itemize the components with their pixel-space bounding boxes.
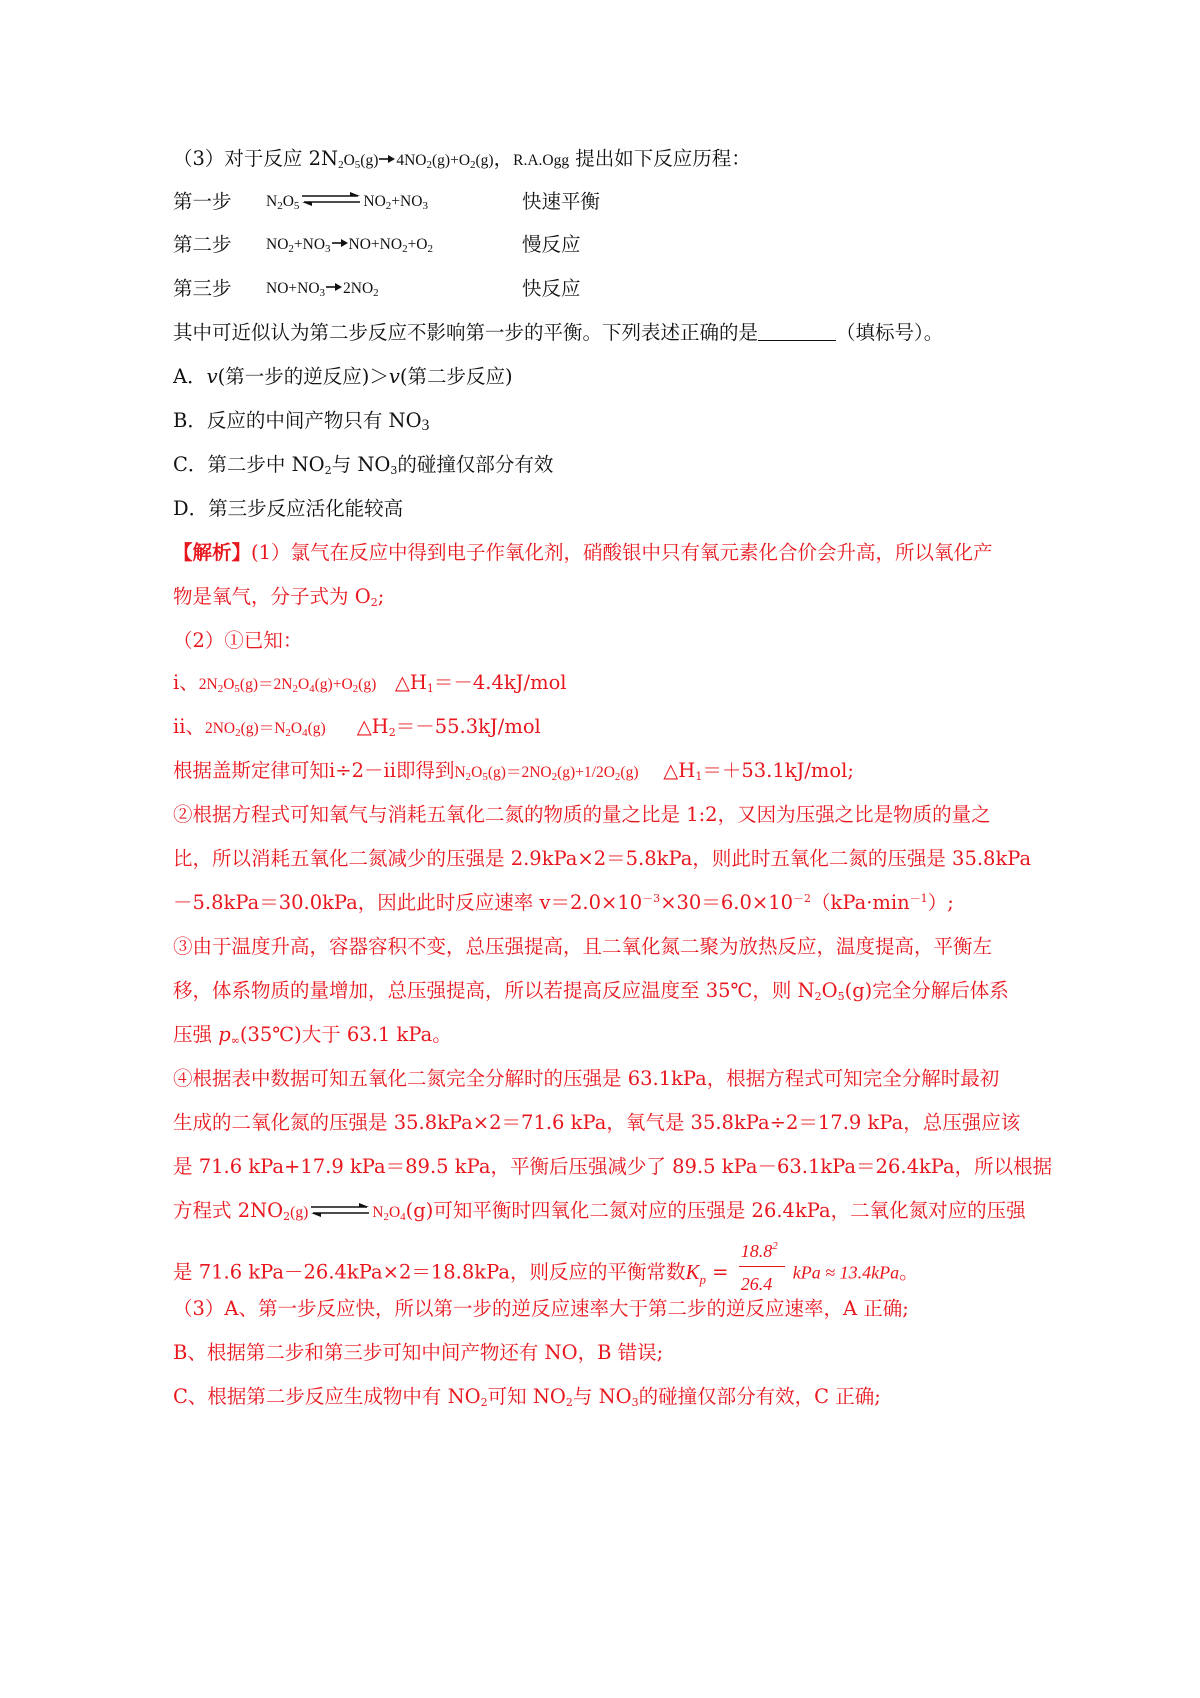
analysis-kp-4: 方程式 $2NO_2(g)$ $N_2O_4(g)$可知平衡时四氧化二氮对应的压强是 26.4kPa，二氧化氮对应的压强: [173, 1199, 1026, 1223]
analysis-paragraph-1-cont: 物是氧气，分子式为 $O_2$;: [173, 585, 385, 609]
option-a: A．v(第一步的逆反应)＞v(第二步反应): [173, 365, 513, 388]
analysis-temperature-1: ③由于温度升高，容器容积不变，总压强提高，且二氧化氮二聚为放热反应，温度提高，平衡左: [173, 935, 993, 958]
arrow-icon: [378, 153, 396, 165]
analysis-temperature-3: 压强 $p_\infty(35℃)$大于 63.1 kPa。: [173, 1023, 452, 1047]
analysis-tag: 【解析】: [173, 541, 252, 564]
analysis-paragraph-1: 【解析】(1）氯气在反应中得到电子作氧化剂，硝酸银中只有氧元素化合价会升高，所以氧化产: [173, 541, 993, 564]
document-page: （3）对于反应 $2N_2O_5(g)$ $4NO_2(g)+O_2(g)$，R.A.Ogg 提出如下反应历程： 第一步 $N_2O_5$ $NO_2+NO_3$ 快速平衡 第二步 $NO_2+NO_3$ $NO+NO_2+O_2$ 慢反应 第三步 $NO+NO_3$ $2NO_2$ 快反应 其中可近似认为第二步反应不影响第一步的平衡。下列表述正确的是 （填标号）。 A．v(第一步的逆反应)＞v(第二步反应) B．反应的中间产物只有 $NO_3$ C．第二步中 $NO_2$与 $NO_3$的碰撞仅部分有效 D．第三步反应活化能较高 【解析】(1）氯气在反应中得到电子作氧化剂，硝酸银中只有氧元素化合价会升高，所以氧化产 物是氧气，分子式为 $O_2$; （2）①已知： ⅰ、$2N_2O_5(g)=2N_2O_4(g)+O_2(g)$ $\triangle H_1=-4.4kJ$/mol ⅱ、$2NO_2(g)=N_2O_4(g)$ $\triangle H_2=-55.3kJ$/mol 根据盖斯定律可知ⅰ÷2－ⅱ即得到$N_2O_5(g)=2NO_2(g)+1/2O_2(g)$ $\triangle H_1=+53.1kJ$/mol; ②根据方程式可知氧气与消耗五氧化二氮的物质的量之比是 1:2，又因为压强之比是物质的量之 比，所以消耗五氧化二氮减少的压强是 2.9kPa×2＝5.8kPa，则此时五氧化二氮的压强是 35.8kPa －5.8kPa＝30.0kPa，因此此时反应速率 $v=2.0\times 10^{-3}\times 30=6.0\times 10^{-2}(kPa\cdot\min^{-1})$; ③由于温度升高，容器容积不变，总压强提高，且二氧化氮二聚为放热反应，温度提高，平衡左 移，体系物质的量增加，总压强提高，所以若提高反应温度至 35℃，则 $N_2O_5(g)$完全分解后体系 压强 $p_\infty(35℃)$大于 63.1 kPa。 ④根据表中数据可知五氧化二氮完全分解时的压强是 63.1kPa，根据方程式可知完全分解时最初 生成的二氧化氮的压强是 35.8kPa×2＝71.6 kPa，氧气是 35.8kPa÷2＝17.9 kPa，总压强应该 是 71.6 kPa+17.9 kPa＝89.5 kPa，平衡后压强减少了 89.5 kPa－63.1kPa＝26.4kPa，所以根据 方程式 $2NO_2(g)$ $N_2O_4(g)$可知平衡时四氧化二氮对应的压强是 26.4kPa，二氧化氮对应的压强 是 71.6 kPa－26.4kPa×2＝18.8kPa，则反应的平衡常数$K_p$ = $\frac{18.8^2}{26.4}$ kPa ≈ 13.4kPa。 （3）A、第一步反应快，所以第一步的逆反应速率大于第二步的逆反应速率，A 正确; B、根据第二步和第三步可知中间产物还有 NO，B 错误; C、根据第二步反应生成物中有 $NO_2$可知 $NO_2$与 $NO_3$的碰撞仅部分有效，C 正确;: [0, 0, 1200, 1698]
analysis-option-b: B、根据第二步和第三步可知中间产物还有 NO，B 错误;: [173, 1341, 664, 1364]
analysis-given: （2）①已知：: [173, 629, 303, 652]
question-prompt: 其中可近似认为第二步反应不影响第一步的平衡。下列表述正确的是 （填标号）。: [173, 321, 944, 344]
analysis-equation-i: ⅰ、$2N_2O_5(g)=2N_2O_4(g)+O_2(g)$ $\triangle H_1=-4.4kJ$/mol: [173, 671, 567, 695]
analysis-equation-ii: ⅱ、$2NO_2(g)=N_2O_4(g)$ $\triangle H_2=-55.3kJ$/mol: [173, 715, 541, 739]
analysis-rate-3: －5.8kPa＝30.0kPa，因此此时反应速率 $v=2.0\times 10^{-3}\times 30=6.0\times 10^{-2}(kPa\cdot\min^{-1})$;: [173, 891, 954, 914]
option-c: C．第二步中 $NO_2$与 $NO_3$的碰撞仅部分有效: [173, 453, 554, 477]
answer-blank: [758, 322, 836, 341]
arrow-icon: [325, 281, 343, 293]
analysis-hess-law: 根据盖斯定律可知ⅰ÷2－ⅱ即得到$N_2O_5(g)=2NO_2(g)+1/2O_2(g)$ $\triangle H_1=+53.1kJ$/mol;: [173, 759, 854, 783]
analysis-kp-1: ④根据表中数据可知五氧化二氮完全分解时的压强是 63.1kPa，根据方程式可知完全分解时最初: [173, 1067, 1000, 1090]
analysis-temperature-2: 移，体系物质的量增加，总压强提高，所以若提高反应温度至 35℃，则 $N_2O_5(g)$完全分解后体系: [173, 979, 1009, 1003]
analysis-kp-5: 是 71.6 kPa－26.4kPa×2＝18.8kPa，则反应的平衡常数$K_p$ = $\frac{18.8^2}{26.4}$ kPa ≈ 13.4kPa。: [173, 1242, 1073, 1304]
equilibrium-arrow-icon: [300, 192, 362, 206]
option-b: B．反应的中间产物只有 $NO_3$: [173, 409, 430, 434]
kp-symbol: $K_p$: [685, 1259, 706, 1287]
kp-fraction: $\frac{18.8^2}{26.4}$: [737, 1234, 791, 1296]
equilibrium-arrow-icon: [309, 1203, 371, 1217]
question-intro: （3）对于反应 $2N_2O_5(g)$ $4NO_2(g)+O_2(g)$，R.A.Ogg 提出如下反应历程：: [173, 147, 751, 171]
analysis-kp-2: 生成的二氧化氮的压强是 35.8kPa×2＝71.6 kPa，氧气是 35.8kPa÷2＝17.9 kPa，总压强应该: [173, 1111, 1021, 1134]
analysis-option-c: C、根据第二步反应生成物中有 $NO_2$可知 $NO_2$与 $NO_3$的碰撞仅部分有效，C 正确;: [173, 1385, 881, 1409]
option-d: D．第三步反应活化能较高: [173, 497, 404, 520]
analysis-kp-3: 是 71.6 kPa+17.9 kPa＝89.5 kPa，平衡后压强减少了 89.5 kPa－63.1kPa＝26.4kPa，所以根据: [173, 1155, 1053, 1178]
analysis-rate-2: 比，所以消耗五氧化二氮减少的压强是 2.9kPa×2＝5.8kPa，则此时五氧化二氮的压强是 35.8kPa: [173, 847, 1032, 870]
analysis-rate-1: ②根据方程式可知氧气与消耗五氧化二氮的物质的量之比是 1:2，又因为压强之比是物质的量之: [173, 803, 991, 826]
analysis-option-a: （3）A、第一步反应快，所以第一步的逆反应速率大于第二步的逆反应速率，A 正确;: [173, 1297, 909, 1320]
arrow-icon: [331, 237, 349, 249]
